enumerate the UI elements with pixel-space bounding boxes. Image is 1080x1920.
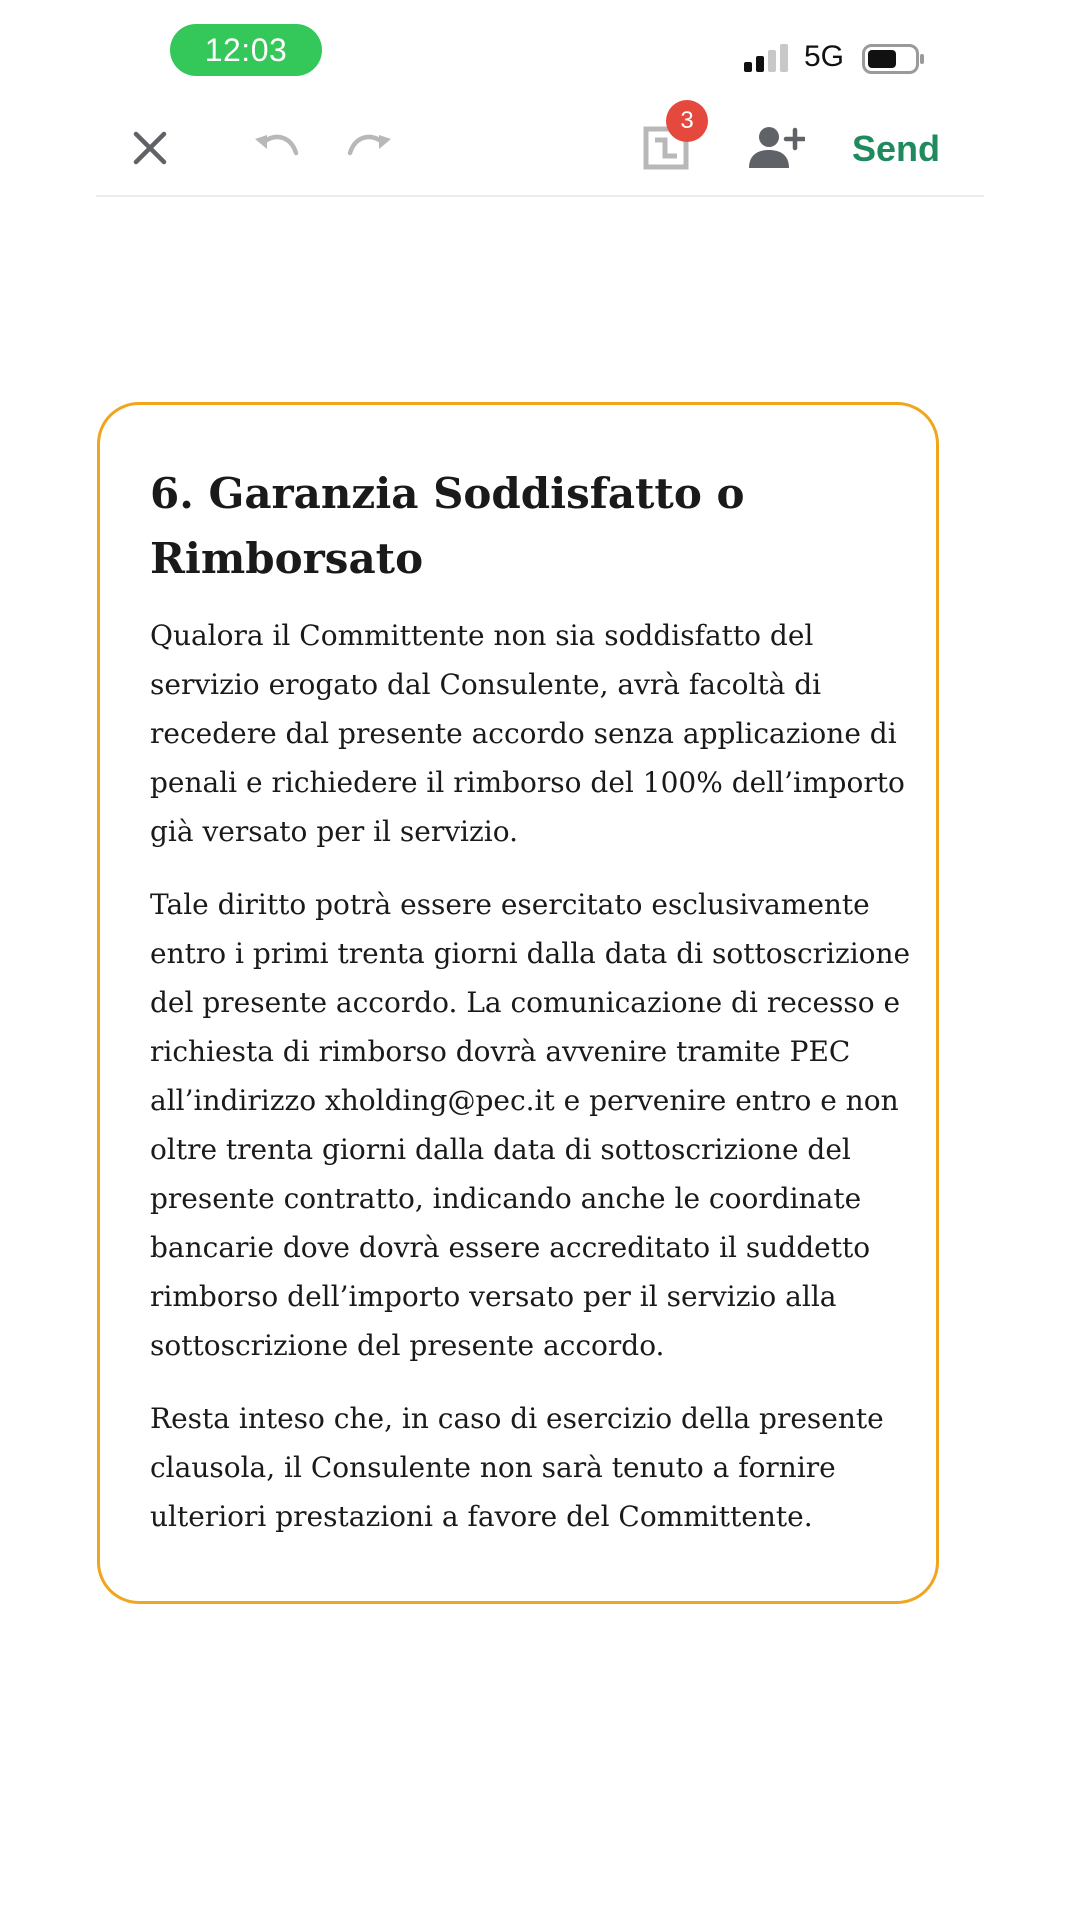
status-time: 12:03 — [170, 24, 322, 76]
redo-icon — [347, 133, 393, 163]
send-button[interactable]: Send — [852, 128, 941, 169]
add-person-button[interactable] — [746, 120, 808, 176]
battery-icon — [862, 44, 926, 74]
add-person-icon — [749, 126, 805, 170]
document-content[interactable] — [150, 461, 930, 1565]
signal-icon — [744, 44, 790, 72]
paragraph: Qualora il Committente non sia soddisfatto del servizio erogato dal Consulente, avrà facoltà di recedere dal presente accordo senza applicazione di penali e richiedere il rimborso del 100% dell’importo già versato per il servizio. — [150, 619, 905, 848]
redo-button[interactable] — [344, 124, 396, 172]
close-button[interactable] — [122, 120, 178, 176]
undo-icon — [253, 133, 299, 163]
network-type: 5G — [804, 40, 845, 73]
section-title: 6. Garanzia Soddisfatto o Rimborsato — [150, 469, 745, 583]
comments-badge: 3 — [666, 100, 708, 142]
paragraph: Tale diritto potrà essere esercitato esclusivamente entro i primi trenta giorni dalla data di sottoscrizione del presente accordo. La comunicazione di recesso e richiesta di rimborso dovrà avvenire tramite PEC all’indirizzo xholding@pec.it e pervenire entro e non oltre trenta giorni dalla data di sottoscrizione del presente contratto, indicando anche le coordinate bancarie dove dovrà essere accreditato il suddetto rimborso dell’importo versato per il servizio alla sottoscrizione del presente accordo. — [150, 888, 911, 1362]
document-card — [97, 402, 939, 1604]
paragraph: Resta inteso che, in caso di esercizio della presente clausola, il Consulente non sarà tenuto a fornire ulteriori prestazioni a favore del Committente. — [150, 1402, 884, 1533]
undo-button[interactable] — [250, 124, 302, 172]
toolbar-divider — [96, 195, 984, 197]
close-icon — [132, 130, 168, 166]
editor-toolbar — [0, 100, 1080, 196]
